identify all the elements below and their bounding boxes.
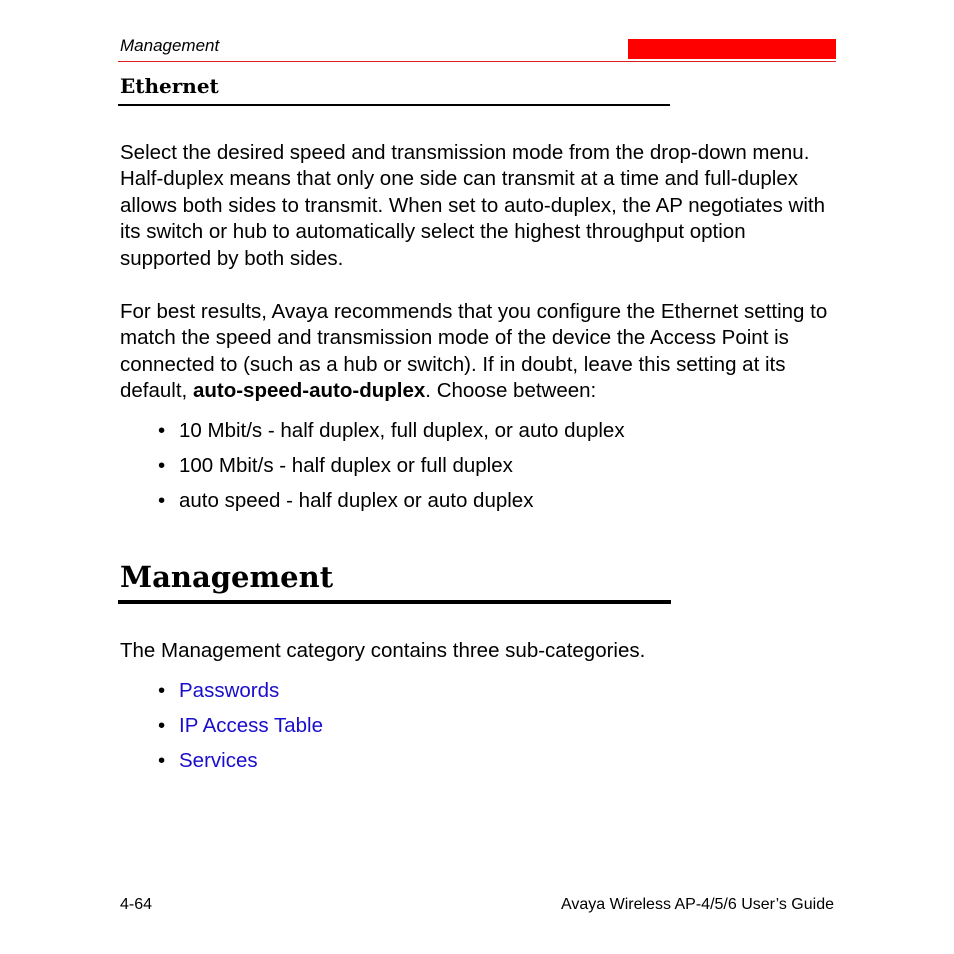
link-services[interactable]: Services (179, 749, 258, 772)
link-ip-access-table[interactable]: IP Access Table (179, 714, 323, 737)
bullet-icon: • (158, 454, 166, 477)
header-section-label: Management (120, 36, 220, 55)
bullet-icon: • (158, 714, 166, 737)
ethernet-heading-rule (118, 104, 670, 106)
bullet-icon: • (158, 749, 166, 772)
ethernet-paragraph-2 (120, 299, 840, 405)
ethernet-heading: Ethernet (120, 74, 219, 98)
option-label: auto speed - half duplex or auto duplex (179, 489, 534, 512)
management-heading-rule (118, 600, 671, 604)
option-label: 100 Mbit/s - half duplex or full duplex (179, 454, 513, 477)
ethernet-paragraph-2-text: For best results, Avaya recommends that you configure the Ethernet setting to match the speed and transmission mode of the device the Access Point is connected to (such as a hub or switch). If in doubt, leave this setting at its default, (120, 300, 828, 403)
header-rule (118, 61, 836, 62)
list-item (158, 748, 323, 783)
bullet-icon: • (158, 419, 166, 442)
list-item (158, 488, 625, 523)
list-item (158, 453, 625, 488)
management-links-list (158, 678, 323, 783)
footer-page-number: 4-64 (120, 896, 153, 913)
ethernet-options-list (158, 418, 625, 523)
default-setting-value: auto-speed-auto-duplex (192, 379, 426, 403)
bullet-icon: • (158, 679, 166, 702)
header-red-bar (628, 39, 836, 59)
ethernet-paragraph-1: Select the desired speed and transmission mode from the drop-down menu. Half-duplex means that only one side can transmit at a time and full-duplex allows both sides to transmit. When set to auto-duplex, the AP negotiates with its switch or hub to automatically select the highest throughput option supported by both sides. (120, 141, 825, 270)
list-item (158, 678, 323, 713)
ethernet-paragraph-2-tail: . Choose between: (425, 379, 597, 403)
list-item (158, 713, 323, 748)
footer-guide-title: Avaya Wireless AP-4/5/6 User’s Guide (560, 896, 834, 913)
management-heading: Management (120, 560, 334, 594)
list-item (158, 418, 625, 453)
management-intro: The Management category contains three sub-categories. (120, 639, 646, 662)
bullet-icon: • (158, 489, 166, 512)
option-label: 10 Mbit/s - half duplex, full duplex, or auto duplex (179, 419, 625, 442)
link-passwords[interactable]: Passwords (179, 679, 280, 702)
